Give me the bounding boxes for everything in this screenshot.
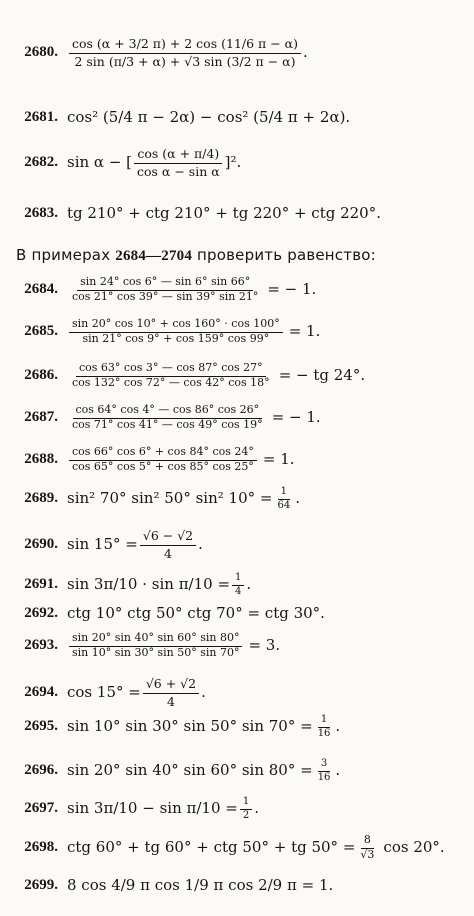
tail: . — [246, 575, 252, 593]
check-2684 — [0, 276, 474, 303]
problem-expression — [67, 446, 295, 473]
tail: = − tg 24°. — [278, 366, 366, 385]
intro-prefix: В примерах — [16, 246, 111, 264]
problem-number: 2680. — [24, 44, 58, 61]
problem-expression — [67, 676, 206, 709]
problem-expression — [67, 528, 203, 561]
problem-expression — [67, 758, 340, 783]
tail: . — [198, 535, 203, 554]
problem-expression: ctg 10° ctg 50° ctg 70° = ctg 30°. — [67, 604, 325, 622]
tail: = 1. — [262, 450, 295, 469]
lead: sin 20° sin 40° sin 60° sin 80° = — [67, 761, 313, 779]
numerator: sin 20° sin 40° sin 60° sin 80° — [69, 632, 242, 647]
lead: sin 3π/10 · sin π/10 = — [67, 575, 231, 593]
denominator: sin 10° sin 30° sin 50° sin 70° — [72, 645, 240, 659]
tail: = − 1. — [271, 408, 321, 427]
denominator: cos 71° cos 41° — cos 49° cos 19° — [72, 417, 263, 431]
section-intro — [16, 246, 376, 265]
check-2689 — [0, 486, 474, 511]
problem-number: 2682. — [24, 154, 58, 171]
problem-expression — [67, 632, 280, 659]
problem-2683 — [0, 206, 474, 221]
problem-number: 2695. — [24, 718, 58, 734]
numerator: 1 — [278, 486, 290, 500]
fraction — [240, 796, 252, 821]
problem-number: 2691. — [24, 576, 58, 592]
problem-expression: 8 cos 4/9 π cos 1/9 π cos 2/9 π = 1. — [67, 876, 334, 894]
tail: . — [295, 489, 300, 507]
problem-number: 2698. — [24, 839, 58, 856]
check-2699 — [0, 878, 474, 893]
denominator: cos 132° cos 72° — cos 42° cos 18° — [72, 375, 270, 389]
problem-number: 2690. — [24, 536, 58, 553]
problem-number: 2681. — [24, 109, 58, 125]
problem-number: 2686. — [24, 367, 58, 384]
lead: sin² 70° sin² 50° sin² 10° = — [67, 489, 273, 507]
denominator: 2 — [242, 809, 250, 821]
denominator: 16 — [317, 727, 331, 739]
fraction — [69, 276, 261, 303]
problem-expression — [67, 404, 321, 431]
numerator: cos 66° cos 6° + cos 84° cos 24° — [69, 446, 257, 461]
problem-number: 2689. — [24, 490, 58, 506]
problem-number: 2693. — [24, 637, 58, 654]
problem-expression — [67, 146, 241, 179]
numerator: cos 63° cos 3° — cos 87° cos 27° — [76, 362, 266, 377]
fraction — [69, 362, 273, 389]
problem-expression — [67, 834, 445, 861]
denominator: sin 21° cos 9° + cos 159° cos 99° — [82, 331, 270, 345]
check-2690 — [0, 528, 474, 561]
problem-number: 2697. — [24, 800, 58, 816]
problem-number: 2694. — [24, 684, 58, 701]
fraction — [140, 528, 196, 561]
fraction — [69, 446, 257, 473]
fraction — [315, 758, 334, 783]
fraction — [134, 146, 223, 179]
numerator: √6 + √2 — [143, 676, 199, 694]
problem-2680 — [0, 36, 474, 69]
tail: = − 1. — [267, 280, 317, 299]
denominator: cos 21° cos 39° — sin 39° sin 21° — [72, 289, 259, 303]
denominator: 4 — [164, 545, 172, 561]
numerator: 1 — [232, 572, 244, 586]
denominator: 16 — [317, 771, 331, 783]
lead: sin 10° sin 30° sin 50° sin 70° = — [67, 717, 313, 735]
fraction — [274, 486, 293, 511]
tail: . — [201, 683, 206, 702]
problem-expression — [67, 572, 251, 597]
problem-2681 — [0, 110, 474, 125]
problem-expression: tg 210° + ctg 210° + tg 220° + ctg 220°. — [67, 204, 381, 222]
lead: sin 3π/10 − sin π/10 = — [67, 799, 238, 817]
fraction — [143, 676, 199, 709]
problem-number: 2683. — [24, 205, 58, 221]
lead: sin α − [ — [67, 153, 133, 172]
numerator: sin 24° cos 6° — sin 6° sin 66° — [77, 276, 253, 291]
fraction — [69, 404, 266, 431]
check-2698 — [0, 834, 474, 861]
tail: . — [335, 761, 341, 779]
problem-number: 2692. — [24, 605, 58, 621]
problem-number: 2684. — [24, 281, 58, 298]
fraction — [69, 36, 301, 69]
check-2695 — [0, 714, 474, 739]
numerator: 1 — [240, 796, 252, 810]
check-2694 — [0, 676, 474, 709]
tail: cos 20°. — [383, 838, 445, 857]
check-2693 — [0, 632, 474, 659]
numerator: cos (α + π/4) — [134, 146, 222, 164]
problem-expression — [67, 318, 320, 345]
fraction — [232, 572, 244, 597]
check-2686 — [0, 362, 474, 389]
problem-expression — [67, 36, 308, 69]
fraction — [69, 632, 242, 659]
numerator: 8 — [361, 834, 374, 849]
numerator: √6 − √2 — [140, 528, 196, 546]
check-2692 — [0, 606, 474, 621]
numerator: 1 — [318, 714, 330, 728]
tail: = 3. — [248, 636, 281, 655]
problem-expression: cos² (5/4 π − 2α) − cos² (5/4 π + 2α). — [67, 108, 351, 126]
tail: ]². — [224, 153, 242, 172]
tail: . — [302, 43, 308, 62]
denominator: 64 — [277, 499, 291, 511]
tail: . — [335, 717, 341, 735]
problem-expression — [67, 796, 259, 821]
problem-number: 2696. — [24, 762, 58, 778]
fraction — [357, 834, 377, 861]
denominator: cos 65° cos 5° + cos 85° cos 25° — [72, 459, 254, 473]
lead: ctg 60° + tg 60° + ctg 50° + tg 50° = — [67, 838, 356, 857]
problem-number: 2699. — [24, 877, 58, 893]
tail: . — [254, 799, 259, 817]
problem-expression — [67, 362, 365, 389]
fraction — [69, 318, 283, 345]
numerator: cos (α + 3/2 π) + 2 cos (11/6 π − α) — [69, 36, 301, 54]
problem-number: 2685. — [24, 323, 58, 340]
problem-expression — [67, 486, 300, 511]
denominator: 4 — [166, 693, 175, 709]
check-2696 — [0, 758, 474, 783]
lead: cos 15° = — [67, 683, 141, 702]
fraction — [315, 714, 334, 739]
denominator: cos α − sin α — [137, 163, 220, 179]
intro-suffix: проверить равенство: — [197, 246, 376, 264]
problem-expression — [67, 714, 340, 739]
numerator: 3 — [318, 758, 330, 772]
intro-range: 2684—2704 — [115, 248, 193, 264]
lead: sin 15° = — [67, 535, 138, 554]
check-2687 — [0, 404, 474, 431]
check-2685 — [0, 318, 474, 345]
problem-number: 2688. — [24, 451, 58, 468]
denominator: 4 — [235, 585, 242, 597]
numerator: sin 20° cos 10° + cos 160° · cos 100° — [69, 318, 283, 333]
numerator: cos 64° cos 4° — cos 86° cos 26° — [73, 404, 263, 419]
check-2688 — [0, 446, 474, 473]
denominator: 2 sin (π/3 + α) + √3 sin (3/2 π − α) — [74, 53, 296, 69]
check-2691 — [0, 572, 474, 597]
denominator: √3 — [360, 847, 375, 861]
problem-2682 — [0, 146, 474, 179]
tail: = 1. — [288, 322, 321, 341]
check-2697 — [0, 796, 474, 821]
problem-number: 2687. — [24, 409, 58, 426]
problem-expression — [67, 276, 316, 303]
